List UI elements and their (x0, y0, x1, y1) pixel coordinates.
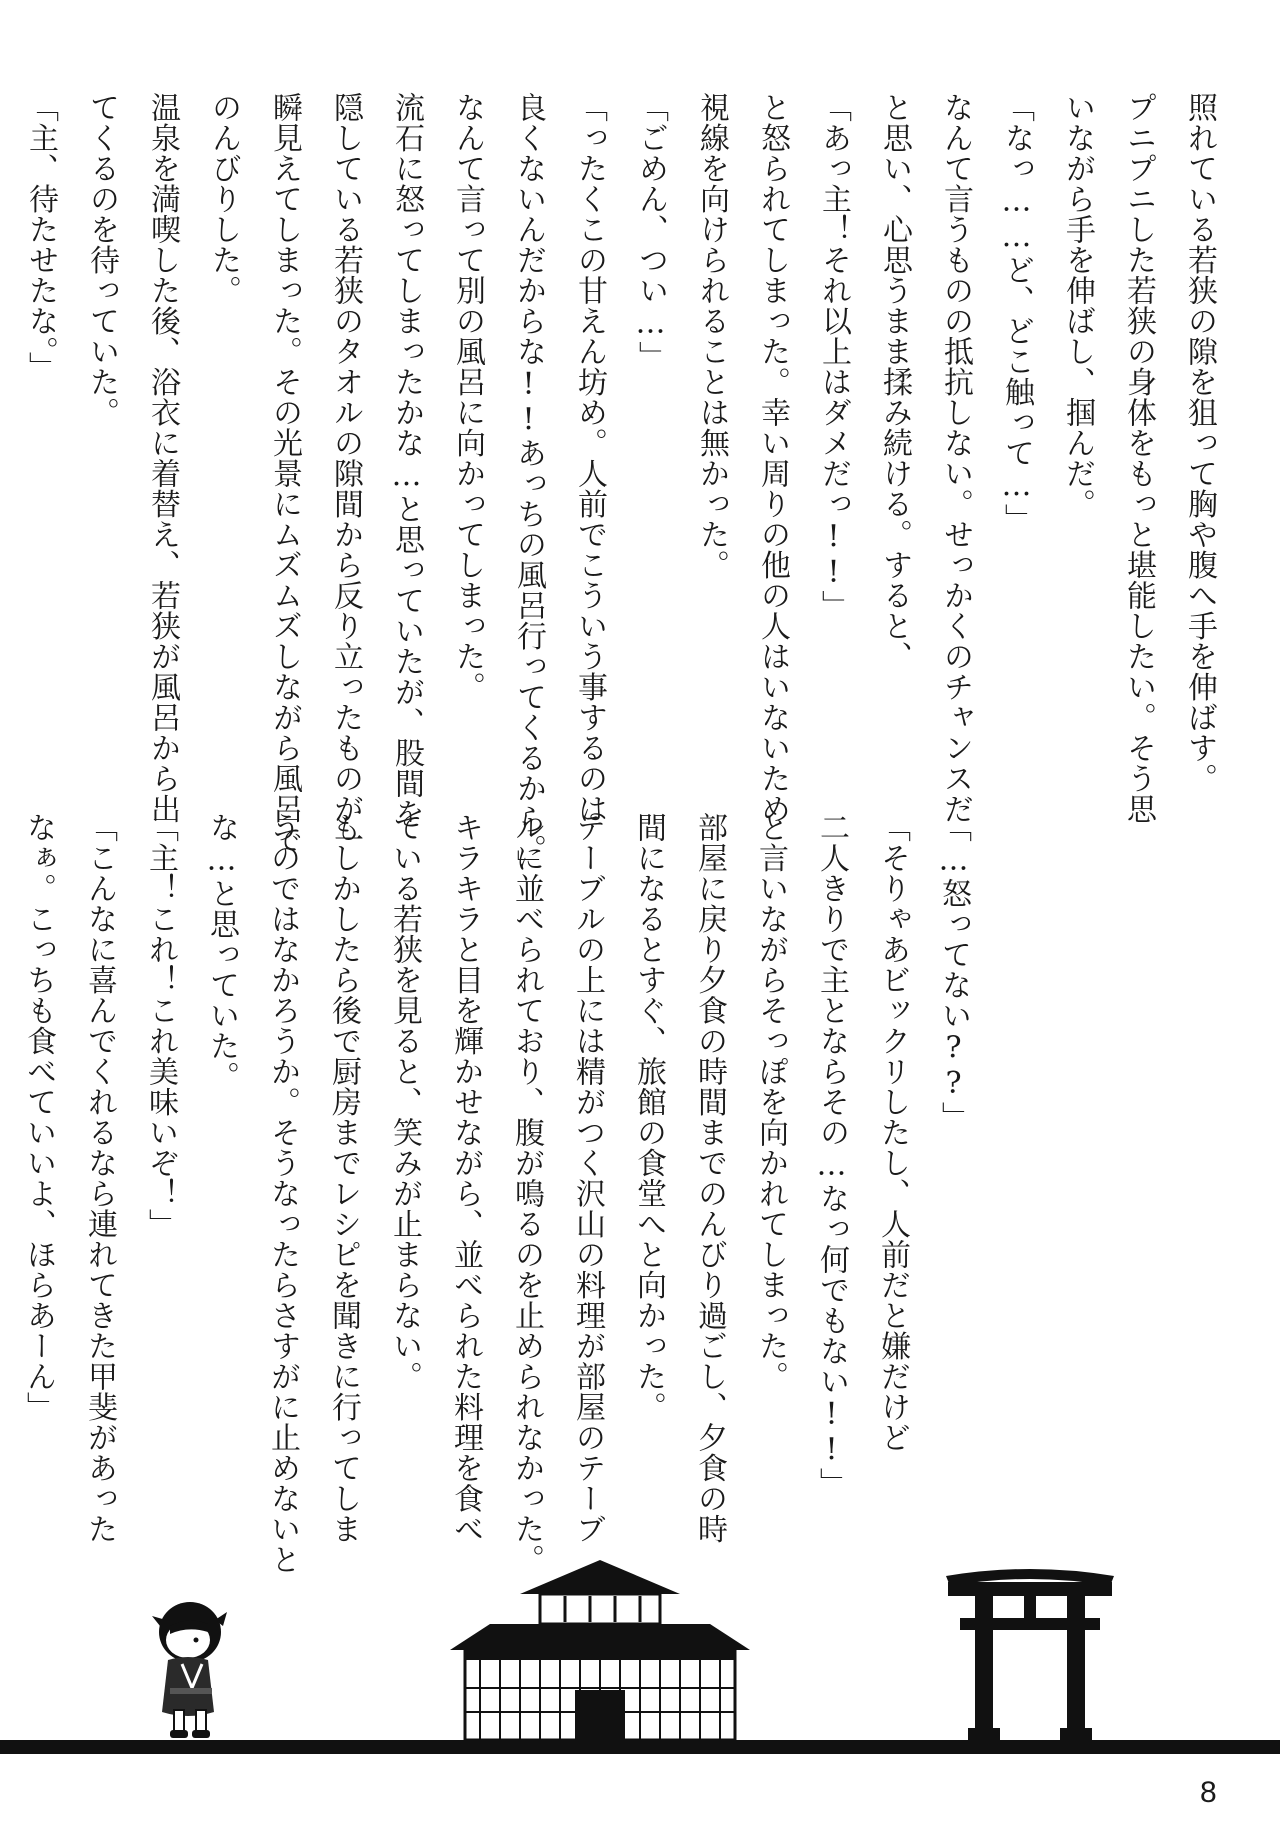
text-line: 「…怒ってない??」 (936, 812, 971, 1132)
torii-gate (946, 1569, 1114, 1740)
text-line (0, 92, 10, 792)
text-line: 視線を向けられることは無かった。 (694, 92, 729, 580)
walking-boy-figure (152, 1602, 227, 1738)
text-line: ている若狭を見ると、笑みが止まらない。 (387, 812, 422, 1392)
text-line: と言いながらそっぽを向かれてしまった。 (753, 812, 788, 1392)
text-line: 「あっ主！それ以上はダメだっ!!」 (816, 92, 851, 621)
text-line: と思い、心思うまま揉み続ける。すると、 (877, 92, 912, 672)
text-line: 「主、待たせたな。」 (23, 92, 58, 382)
text-line: 温泉を満喫した後、浴衣に着替え、若狭が風呂から出 (145, 92, 180, 824)
text-line: 照れている若狭の隙を狙って胸や腹へ手を伸ばす。 (1182, 92, 1217, 794)
text-line: 「ったくこの甘えん坊め。人前でこういう事するのは (572, 92, 607, 824)
ryokan-building (450, 1560, 750, 1740)
vertical-text-block-bottom (0, 812, 984, 1575)
text-line: いながら手を伸ばし、掴んだ。 (1060, 92, 1095, 519)
text-line (0, 812, 8, 1492)
footer-illustration (0, 1560, 1280, 1760)
text-line: うのではなかろうか。そうなったらさすがに止めないと (265, 812, 300, 1575)
text-line: 流石に怒ってしまったかな…と思っていたが、股間を (389, 92, 424, 829)
text-line: 「主！これ！これ美味いぞ！」 (143, 812, 178, 1239)
text-line: と怒られてしまった。幸い周りの他の人はいないため (755, 92, 790, 824)
text-line: 間になるとすぐ、旅館の食堂へと向かった。 (631, 812, 666, 1422)
text-line: 「そりゃあビックリしたし、人前だと嫌だけど (875, 812, 910, 1453)
text-line: なぁ。こっちも食べていいよ、ほらあーん」 (21, 812, 56, 1422)
text-line: な…と思っていた。 (204, 812, 239, 1092)
text-line: なんて言って別の風呂に向かってしまった。 (450, 92, 485, 702)
text-line: 「ごめん、つい…」 (633, 92, 668, 372)
text-line: 部屋に戻り夕食の時間までのんびり過ごし、夕食の時 (692, 812, 727, 1544)
text-line: ルに並べられており、腹が鳴るのを止められなかった。 (509, 812, 544, 1575)
text-line: のんびりした。 (206, 92, 241, 306)
text-line: プニプニした若狭の身体をもっと堪能したい。そう思 (1121, 92, 1156, 824)
text-line: 「なっ……ど、どこ触って…」 (999, 92, 1034, 534)
ground-line (0, 1740, 1280, 1754)
vertical-text-block-top (0, 92, 1230, 880)
text-line: 二人きりで主とならその…なっ何でもない!!」 (814, 812, 849, 1498)
text-line: てくるのを待っていた。 (84, 92, 119, 428)
text-line: なんて言うものの抵抗しない。せっかくのチャンスだ (938, 92, 973, 824)
text-line: テーブルの上には精がつく沢山の料理が部屋のテーブ (570, 812, 605, 1544)
text-line: もしかしたら後で厨房までレシピを聞きに行ってしま (326, 812, 361, 1544)
text-line: 良くないんだからな!!あっちの風呂行ってくるから。」 (511, 92, 546, 880)
page-number: 8 (1200, 1776, 1217, 1809)
text-line: 隠している若狭のタオルの隙間から反り立ったものが一 (328, 92, 363, 855)
text-line: 瞬見えてしまった。その光景にムズムズしながら風呂で (267, 92, 302, 855)
text-line: キラキラと目を輝かせながら、並べられた料理を食べ (448, 812, 483, 1544)
text-line: 「こんなに喜んでくれるなら連れてきた甲斐があった (82, 812, 117, 1544)
